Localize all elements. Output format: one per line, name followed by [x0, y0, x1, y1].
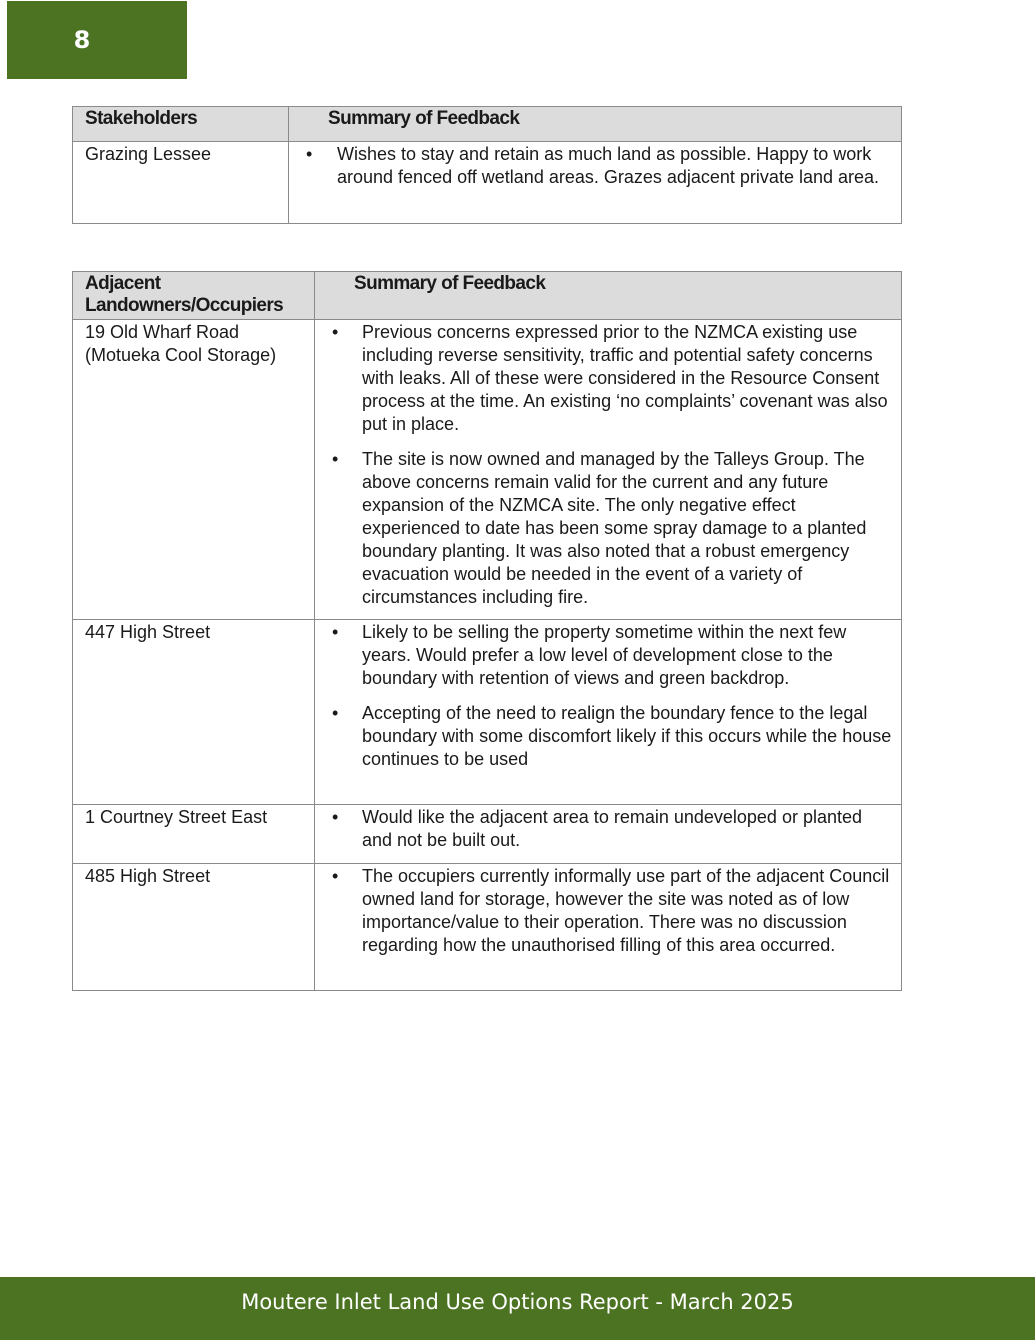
feedback-point: • Previous concerns expressed prior to the NZMCA existing use including reverse sensitivity, traffic and potential safety concerns with leaks. All of these were considered in the Resource Consent process at the time. An existing ‘no complaints’ covenant was also put in place.	[315, 321, 893, 436]
feedback-cell	[315, 805, 902, 864]
page-number-badge	[7, 1, 187, 79]
landowners-table	[72, 271, 902, 991]
summary-header: Summary of Feedback	[315, 272, 902, 320]
landowners-header: Adjacent Landowners/Occupiers	[73, 272, 315, 320]
summary-header: Summary of Feedback	[289, 107, 902, 142]
landowner-name: 19 Old Wharf Road (Motueka Cool Storage)	[73, 320, 315, 620]
stakeholders-table	[72, 106, 902, 224]
feedback-cell	[315, 864, 902, 991]
landowner-name: 1 Courtney Street East	[73, 805, 315, 864]
footer-bar	[0, 1277, 1035, 1340]
table-row	[73, 805, 902, 864]
feedback-point: • The site is now owned and managed by the Talleys Group. The above concerns remain valid for the current and any future expansion of the NZMCA site. The only negative effect experienced to date has been some spray damage to a planted boundary planting. It was also noted that a robust emergency evacuation would be needed in the event of a variety of circumstances including fire.	[315, 448, 893, 609]
feedback-cell	[289, 142, 902, 224]
landowner-name: 485 High Street	[73, 864, 315, 991]
feedback-cell	[315, 620, 902, 805]
feedback-cell	[315, 320, 902, 620]
feedback-point: • Would like the adjacent area to remain undeveloped or planted and not be built out.	[315, 806, 893, 852]
stakeholder-name: Grazing Lessee	[73, 142, 289, 224]
table-header-row	[73, 107, 902, 142]
footer-title: Moutere Inlet Land Use Options Report - March 2025	[241, 1289, 794, 1314]
feedback-point: • Wishes to stay and retain as much land as possible. Happy to work around fenced off wetland areas. Grazes adjacent private land area.	[289, 143, 893, 189]
feedback-point: • Accepting of the need to realign the boundary fence to the legal boundary with some discomfort likely if this occurs while the house continues to be used	[315, 702, 893, 771]
table-row	[73, 142, 902, 224]
table-header-row	[73, 272, 902, 320]
feedback-point: • The occupiers currently informally use part of the adjacent Council owned land for storage, however the site was noted as of low importance/value to their operation. There was no discussion regarding how the unauthorised filling of this area occurred.	[315, 865, 893, 957]
page-number: 8	[73, 26, 91, 54]
table-row	[73, 864, 902, 991]
table-row	[73, 320, 902, 620]
stakeholders-header: Stakeholders	[73, 107, 289, 142]
feedback-point: • Likely to be selling the property sometime within the next few years. Would prefer a low level of development close to the boundary with retention of views and green backdrop.	[315, 621, 893, 690]
table-row	[73, 620, 902, 805]
landowner-name: 447 High Street	[73, 620, 315, 805]
